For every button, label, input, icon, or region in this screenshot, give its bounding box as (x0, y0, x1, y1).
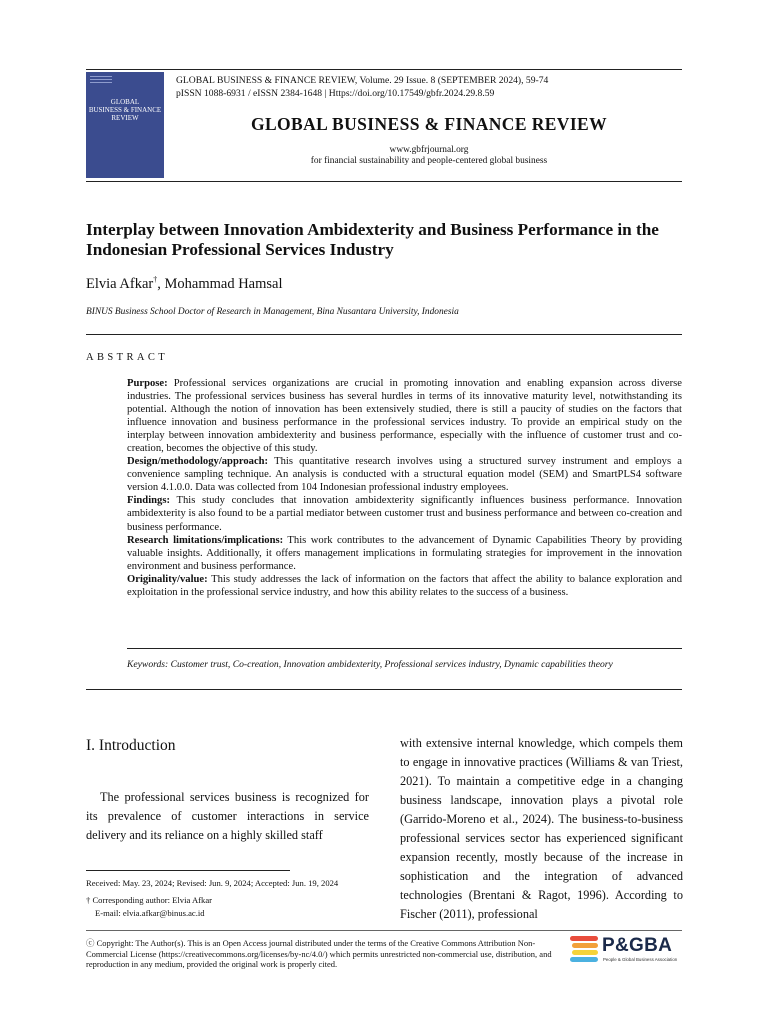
abstract-design: Design/methodology/approach: This quantitative research involves using a structured survey instrument and employs a convenience sampling technique. An analysis is conducted with a structural equation model (SEM) and SmartPLS4 software version 4.1.0.0. Data was collected from 104 Indonesian professional industry employees. (127, 456, 682, 494)
copyright-rule (86, 930, 682, 931)
abstract-purpose: Purpose: Professional services organizations are crucial in promoting innovation and enabling expansion across diverse industries. The professional services business has several hurdles in terms of its innovative maturity level, notwithstanding its potential. Although the notion of innovation has been extensively studied, there is still a paucity of studies on the factors that influence innovation and business performance in the professional services industry. To provide an empirical study on the interplay between innovation ambidexterity and business performance, especially with the influence of customer trust and co-creation, becomes the objective of this study. (127, 378, 682, 455)
affiliation: BINUS Business School Doctor of Research in Management, Bina Nusantara University, Indonesia (86, 307, 459, 317)
email-link[interactable]: E-mail: elvia.afkar@binus.ac.id (95, 908, 205, 918)
right-column-text: with extensive internal knowledge, which compels them to engage in innovative practices (Williams & van Triest, 2021). To maintain a competitive edge in a changing business landscape, innovation plays a pivotal role (Garrido-Moreno et al., 2024). The business-to-business professional services sector has experienced significant expansion recently, mostly because of the increase in sophistication and the integration of advanced technologies (Brentani & Ragot, 1996). According to Fischer (2011), professional (400, 736, 683, 921)
pgba-logo (570, 933, 688, 965)
header-bottom-rule (86, 181, 682, 182)
copyright-notice: ⓒ Copyright: The Author(s). This is an Open Access journal distributed under the terms of the Creative Commons Attribution Non-Commercial License (https://creativecommons.org/licenses/by-nc/4.0/) which permits unrestricted non-commercial use, distribution, and reproduction in any medium, provided the original work is properly cited. (86, 938, 552, 969)
journal-website-link[interactable]: www.gbfrjournal.org (389, 145, 469, 155)
abstract-heading: ABSTRACT (86, 352, 169, 363)
issn-doi-line[interactable]: pISSN 1088-6931 / eISSN 2384-1648 | Https://doi.org/10.17549/gbfr.2024.29.8.59 (176, 88, 495, 99)
pgba-logo-icon (570, 933, 600, 965)
paper-title: Interplay between Innovation Ambidexterity and Business Performance in the Indonesian Professional Services Industry (86, 220, 659, 259)
left-column-text: The professional services business is recognized for its prevalence of customer interactions in service delivery and its reliance on a highly skilled staff (86, 790, 369, 842)
received-dates: Received: May. 23, 2024; Revised: Jun. 9, 2024; Accepted: Jun. 19, 2024 (86, 878, 339, 888)
corresponding-author: † Corresponding author: Elvia Afkar (86, 895, 213, 905)
keywords: Keywords: Customer trust, Co-creation, Innovation ambidexterity, Professional services industry, Dynamic capabilities theory (127, 659, 613, 670)
citation-line: GLOBAL BUSINESS & FINANCE REVIEW, Volume. 29 Issue. 8 (SEPTEMBER 2024), 59-74 (176, 75, 549, 86)
abstract-limitations: Research limitations/implications: This work contributes to the advancement of Dynamic Capabilities Theory by providing valuable insights. Additionally, it offers management implications in formulating strategies for improvement in the innovation environment and business performance. (127, 534, 682, 572)
author-name: Elvia Afkar (86, 275, 154, 292)
keywords-top-rule (127, 648, 682, 649)
logo-subtitle: People & Global Business Association (603, 957, 678, 962)
title-bottom-rule (86, 334, 682, 335)
corresponding-mark: † (153, 275, 158, 284)
journal-cover-image (86, 72, 164, 178)
header-top-rule (86, 69, 682, 70)
journal-title: GLOBAL BUSINESS & FINANCE REVIEW (250, 114, 608, 134)
author-list (86, 275, 283, 293)
journal-tagline: for financial sustainability and people-centered global business (310, 156, 548, 166)
abstract-originality: Originality/value: This study addresses the lack of information on the factors that affect the ability to balance exploration and exploitation in the professional service industry, and how this ability relates to the success of a business. (127, 573, 682, 598)
coauthor-name: , Mohammad Hamsal (157, 275, 283, 292)
keywords-bottom-rule (86, 689, 682, 690)
abstract-findings: Findings: This study concludes that innovation ambidexterity significantly influences business performance. Innovation ambidexterity is also found to be a partial mediator between customer trust and business performance and between co-creation and business performance. (127, 495, 682, 533)
cover-title: GLOBAL BUSINESS & FINANCE REVIEW (88, 98, 162, 122)
cover-small-text (90, 76, 112, 86)
section-heading-introduction: I. Introduction (86, 737, 176, 754)
logo-name: P&GBA (602, 935, 673, 956)
footnote-rule (86, 870, 290, 871)
abstract-body (127, 377, 682, 599)
